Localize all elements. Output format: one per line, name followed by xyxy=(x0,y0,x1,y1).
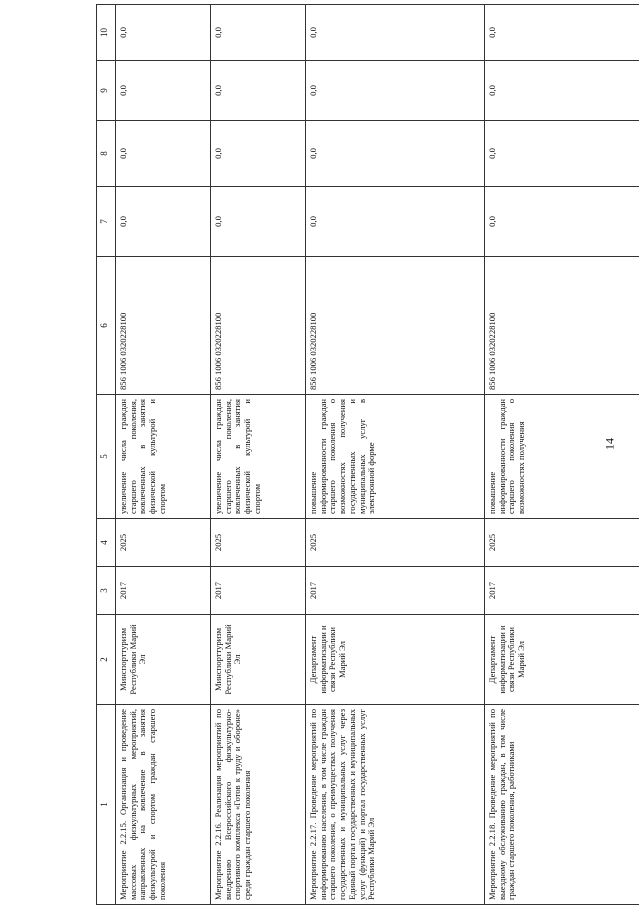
value-cell: 0,0 xyxy=(116,187,211,257)
value-cell: 0,0 xyxy=(211,5,306,61)
header-cell: 1 xyxy=(97,705,116,905)
budget-code-cell: 856 1006 0320228100 xyxy=(116,257,211,395)
header-cell: 4 xyxy=(97,519,116,567)
activity-cell: Мероприятие 2.2.18. Проведение мероприятий по выездному обслуживанию граждан, в том числе граждан старшего поколения, работниками xyxy=(485,705,639,905)
header-cell: 8 xyxy=(97,121,116,187)
activity-cell: Мероприятие 2.2.17. Проведение мероприятий по информированию населения, в том числе граждан старшего поколения, о преимуществах получения государственных и муниципальных услуг через Единый портал государственных и муниципальных услуг (функций) и портал государственных услуг Республики Марий Эл xyxy=(306,705,485,905)
executor-cell: Минспорттуризм Республики Марий Эл xyxy=(116,615,211,705)
budget-code-cell: 856 1006 0320228100 xyxy=(485,257,639,395)
program-table xyxy=(96,4,639,905)
header-cell: 9 xyxy=(97,61,116,121)
value-cell: 0,0 xyxy=(485,187,639,257)
value-cell: 0,0 xyxy=(485,5,639,61)
executor-cell: Департамент информатизации и связи Республики Марий Эл xyxy=(485,615,639,705)
value-cell: 0,0 xyxy=(306,187,485,257)
table-row xyxy=(116,5,211,905)
result-cell: повышение информированности граждан старшего поколения о возможностях получения государственных и муниципальных услуг в электронной форме xyxy=(306,395,485,519)
header-cell: 3 xyxy=(97,567,116,615)
value-cell: 0,0 xyxy=(211,121,306,187)
activity-cell: Мероприятие 2.2.16. Реализация мероприятий по внедрению Всероссийского физкультурно-спортивного комплекса «Готов к труду и обороне» среди граждан старшего поколения xyxy=(211,705,306,905)
budget-code-cell: 856 1006 0320228100 xyxy=(211,257,306,395)
header-cell: 5 xyxy=(97,395,116,519)
budget-code-cell: 856 1006 0320228100 xyxy=(306,257,485,395)
header-cell: 10 xyxy=(97,5,116,61)
executor-cell: Департамент информатизации и связи Республики Марий Эл xyxy=(306,615,485,705)
result-cell: увеличение числа граждан старшего поколения, вовлеченных в занятия физической культурой и спортом xyxy=(211,395,306,519)
header-cell: 7 xyxy=(97,187,116,257)
start-year-cell: 2017 xyxy=(211,567,306,615)
value-cell: 0,0 xyxy=(306,61,485,121)
table-row xyxy=(306,5,485,905)
value-cell: 0,0 xyxy=(116,61,211,121)
value-cell: 0,0 xyxy=(485,61,639,121)
end-year-cell: 2025 xyxy=(485,519,639,567)
value-cell: 0,0 xyxy=(485,121,639,187)
executor-cell: Минспорттуризм Республики Марий Эл xyxy=(211,615,306,705)
rotated-table-container xyxy=(96,0,639,905)
start-year-cell: 2017 xyxy=(485,567,639,615)
header-row xyxy=(97,5,116,905)
table-row xyxy=(211,5,306,905)
result-cell: повышение информированности граждан старшего поколения о возможностях получения xyxy=(485,395,639,519)
start-year-cell: 2017 xyxy=(116,567,211,615)
result-cell: увеличение числа граждан старшего поколения, вовлеченных в занятия физической культурой и спортом xyxy=(116,395,211,519)
header-cell: 2 xyxy=(97,615,116,705)
value-cell: 0,0 xyxy=(116,121,211,187)
end-year-cell: 2025 xyxy=(116,519,211,567)
activity-cell: Мероприятие 2.2.15. Организация и проведение массовых физкультурных мероприятий, направленных на вовлечение в занятия физкультурой и спортом граждан старшего поколения xyxy=(116,705,211,905)
value-cell: 0,0 xyxy=(306,5,485,61)
value-cell: 0,0 xyxy=(306,121,485,187)
value-cell: 0,0 xyxy=(116,5,211,61)
value-cell: 0,0 xyxy=(211,187,306,257)
header-cell: 6 xyxy=(97,257,116,395)
table-row xyxy=(485,5,639,905)
start-year-cell: 2017 xyxy=(306,567,485,615)
page-number: 14 xyxy=(602,438,617,450)
end-year-cell: 2025 xyxy=(211,519,306,567)
end-year-cell: 2025 xyxy=(306,519,485,567)
value-cell: 0,0 xyxy=(211,61,306,121)
